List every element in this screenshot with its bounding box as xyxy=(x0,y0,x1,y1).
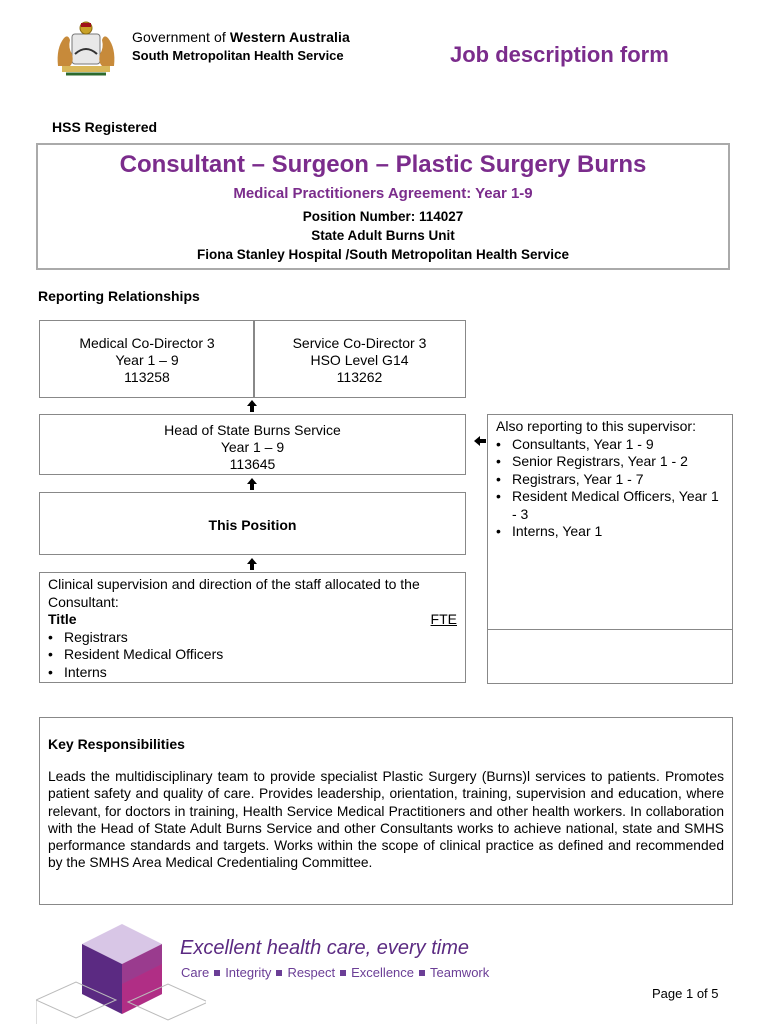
value-integrity: Integrity xyxy=(225,965,272,980)
service-codirector-number: 113262 xyxy=(336,369,383,385)
medical-codirector-number: 113258 xyxy=(124,369,170,385)
reporting-relationships-heading: Reporting Relationships xyxy=(38,288,200,304)
also-reporting-heading: Also reporting to this supervisor: xyxy=(496,418,696,434)
key-responsibilities-text: Leads the multidisciplinary team to provide specialist Plastic Surgery (Burns)l services to patients. Promotes patient safety and quality of care. Provides leadership, orientation, training, supervision and education, where relevant, for doctors in training, Health Service Medical Practitioners and other health workers. In collaboration with the Head of State Adult Burns Service and other Consultants works to achieve national, state and SMHS performance standards and targets. Works within the scope of clinical practice as defined and recommended by the SMHS Area Medical Credentialing Committee. xyxy=(48,769,724,871)
list-item: • Resident Medical Officers, Year 1 - 3 xyxy=(496,488,726,523)
footer-values xyxy=(181,965,489,980)
also-reporting-box xyxy=(487,414,733,684)
list-item: • Interns, Year 1 xyxy=(496,523,726,541)
unit-name: State Adult Burns Unit xyxy=(311,228,455,243)
this-position-box: This Position xyxy=(39,492,466,555)
service-codirector-level: HSO Level G14 xyxy=(310,352,409,368)
position-title-box xyxy=(36,143,730,270)
clinical-supervision-text: Clinical supervision and direction of the staff allocated to the Consultant: xyxy=(48,576,420,610)
separator xyxy=(419,970,425,976)
head-of-service-box xyxy=(39,414,466,475)
list-item: • Consultants, Year 1 - 9 xyxy=(496,436,726,454)
list-item: • Interns xyxy=(48,664,457,682)
clinical-title-row xyxy=(48,611,457,629)
list-item: • Resident Medical Officers xyxy=(48,646,457,664)
hss-registered-label: HSS Registered xyxy=(52,119,158,135)
wa-crest-icon xyxy=(48,20,124,80)
divider xyxy=(488,629,732,630)
list-item: • Registrars, Year 1 - 7 xyxy=(496,471,726,489)
head-of-service-year: Year 1 – 9 xyxy=(220,439,285,455)
footer-tagline: Excellent health care, every time xyxy=(180,937,470,959)
page-number: Page 1 of 5 xyxy=(652,986,719,1001)
separator xyxy=(340,970,346,976)
medical-codirector-year: Year 1 – 9 xyxy=(115,352,179,368)
agreement-line: Medical Practitioners Agreement: Year 1-9 xyxy=(233,185,533,202)
document-title: Job description form xyxy=(450,42,669,67)
value-respect: Respect xyxy=(287,965,336,980)
value-care: Care xyxy=(181,965,210,980)
arrow-left-icon xyxy=(473,435,487,447)
separator xyxy=(276,970,282,976)
key-responsibilities-heading: Key Responsibilities xyxy=(48,736,185,752)
clinical-fte-label: FTE xyxy=(430,611,457,627)
key-responsibilities-box xyxy=(39,717,733,905)
head-of-service-number: 113645 xyxy=(229,456,276,472)
position-number: Position Number: 114027 xyxy=(302,209,464,224)
government-line: Government of Western Australia xyxy=(132,29,350,45)
service-codirector-title: Service Co-Director 3 xyxy=(292,335,427,351)
government-logo xyxy=(48,20,378,82)
position-title: Consultant – Surgeon – Plastic Surgery Burns xyxy=(119,151,647,178)
medical-codirector-box xyxy=(39,320,255,398)
also-reporting-list xyxy=(496,436,726,541)
clinical-title-label: Title xyxy=(48,611,77,627)
service-codirector-box xyxy=(253,320,466,398)
arrow-up-icon xyxy=(246,477,258,491)
service-name: South Metropolitan Health Service xyxy=(132,48,344,63)
arrow-up-icon xyxy=(246,399,258,413)
clinical-staff-list xyxy=(48,629,457,682)
separator xyxy=(214,970,220,976)
head-of-service-title: Head of State Burns Service xyxy=(164,422,341,438)
arrow-up-icon xyxy=(246,557,258,571)
hospital-name: Fiona Stanley Hospital /South Metropolitan Health Service xyxy=(196,247,570,262)
list-item: • Senior Registrars, Year 1 - 2 xyxy=(496,453,726,471)
value-excellence: Excellence xyxy=(351,965,415,980)
clinical-supervision-box xyxy=(39,572,466,683)
value-teamwork: Teamwork xyxy=(430,965,490,980)
list-item: • Registrars xyxy=(48,629,457,647)
medical-codirector-title: Medical Co-Director 3 xyxy=(79,335,215,351)
